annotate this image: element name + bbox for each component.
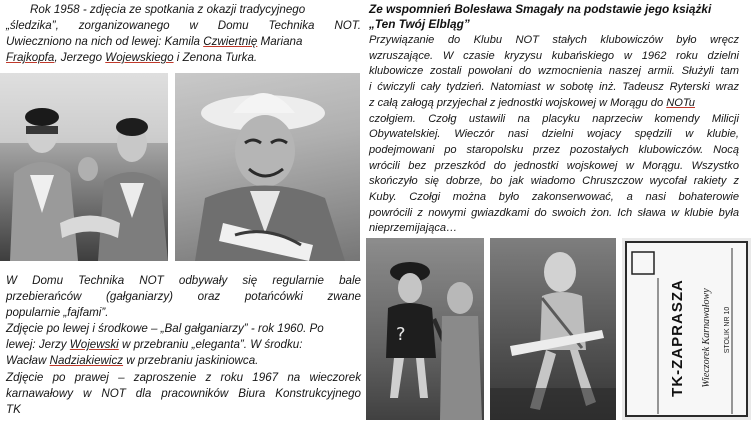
memoir-line: nieprzemijająca…: [369, 222, 458, 235]
caption-line: „śledzika”, zorganizowanego w Domu Technika NOT.: [6, 19, 361, 33]
memoir-line: klubowicze zostali powołani do wzmocnienia naszej armii. Służyli tam: [369, 65, 739, 78]
photo-bal-galganiarzy-elegant: [366, 238, 484, 420]
person-name-nadziakiewicz: Nadziakiewicz: [49, 354, 124, 368]
person-name-wojewski: Wojewskiego: [105, 51, 174, 65]
caption-line: popularnie „fajfami”.: [6, 306, 109, 320]
caption-line: [6, 337, 361, 353]
caption-text: Wacław: [6, 354, 50, 368]
memoir-line: Obywatelskiej. Wieczór nasi dzielni wojacy spędzili w klubie,: [369, 128, 739, 141]
bottom-left-caption: [6, 273, 361, 418]
photo-sledzik-group-drawing: [0, 73, 168, 261]
caption-line: TK: [6, 402, 21, 416]
caption-text: w przebraniu jaskiniowca.: [123, 354, 259, 368]
memoir-line: skończyło się dobrze, bo jak wiadomo Chruszczow wycofał rakiety z: [369, 175, 739, 188]
caption-text: Mariana: [257, 35, 303, 49]
memoir-heading: [369, 2, 739, 31]
invitation-title: TK-ZAPRASZA: [669, 279, 686, 397]
caption-line: [6, 50, 361, 66]
caption-text: Uwieczniono na nich od lewej: Kamila: [6, 35, 204, 49]
person-name-wojewski: Wojewski: [69, 338, 119, 352]
invitation-card-photo: [622, 238, 751, 420]
invitation-table-number: STOLIK NR 10: [724, 306, 731, 354]
photo-bal-galganiarzy-caveman: [490, 238, 616, 420]
caption-line: W Domu Technika NOT odbywały się regularnie bale: [6, 274, 361, 287]
photo-bal-galganiarzy-elegant-drawing: [366, 238, 484, 420]
memoir-line: wzruszające. W czasie kryzysu kubańskiego w 1962 roku dzielni: [369, 49, 739, 62]
memoir-line: Przywiązanie do Klubu NOT stałych klubowiczów było wręcz: [369, 34, 739, 46]
person-name-czwiertnia: Czwiertnię: [203, 35, 258, 49]
invitation-subtitle: Wieczorek Karnawałowy: [701, 288, 712, 388]
memoir-heading-line: Ze wspomnień Bolesława Smagały na podstawie jego książki: [369, 2, 712, 16]
memoir-line: czołgiem. Czołg ustawili na placyku naprzeciw komendy Milicji: [369, 112, 739, 125]
caption-line: przebierańców (gałganiarzy) oraz potańcówki zwane: [6, 290, 361, 304]
memoir-line: powrócili z nowymi gwiazdkami do swoich żon. Ich sława w klubie była: [369, 206, 739, 219]
memoir-line: wrócili bez przeszkód do jednostki wojskowej w Morągu. Wszystko: [369, 159, 739, 172]
caption-line: [6, 34, 361, 50]
photo-man-with-hat: [175, 73, 360, 261]
memoir-body: [369, 33, 739, 237]
memoir-line: Kuby. Czołgi można było zakonserwować, a nasi bohaterowie: [369, 191, 739, 204]
caption-text: w przebraniu „eleganta”. W środku:: [118, 338, 303, 352]
caption-line: Zdjęcie po lewej i środkowe – „Bal gałganiarzy” - rok 1960. Po: [6, 322, 324, 336]
caption-line: Rok 1958 - zdjęcia ze spotkania z okazji tradycyjnego: [30, 3, 306, 16]
photo-sledzik-group: [0, 73, 168, 261]
caption-line: [6, 353, 361, 369]
not-club-link: NOTu: [666, 96, 695, 109]
memoir-line: [369, 96, 739, 112]
right-column: [369, 2, 739, 237]
caption-text: , Jerzego: [54, 51, 106, 65]
photo-bal-galganiarzy-caveman-drawing: [490, 238, 616, 420]
memoir-line: i ćwiczyli cały tydzień. Natomiast w sobotę inż. Tadeusz Ryterski wraz: [369, 81, 739, 94]
memoir-text: z całą załogą przyjechał z jednostki wojskowej w Morągu do: [369, 96, 667, 109]
photo-man-with-hat-drawing: [175, 73, 360, 261]
caption-text: i Zenona Turka.: [173, 51, 258, 65]
caption-line: karnawałowy w NOT dla pracowników Biura Konstrukcyjnego: [6, 386, 361, 400]
caption-line: Zdjęcie po prawej – zaproszenie z roku 1967 na wieczorek: [6, 370, 361, 384]
memoir-line: podejmowani po staropolsku przez pozostałych klubowiczów. Nocą: [369, 143, 739, 156]
invitation-card-frame: [622, 238, 751, 420]
caption-text: lewej: Jerzy: [6, 338, 70, 352]
person-name-frajkopf: Frajkopfa: [6, 51, 55, 65]
svg-text:?: ?: [396, 324, 406, 345]
memoir-heading-line: „Ten Twój Elbląg”: [369, 16, 470, 31]
top-left-caption: [6, 2, 361, 66]
